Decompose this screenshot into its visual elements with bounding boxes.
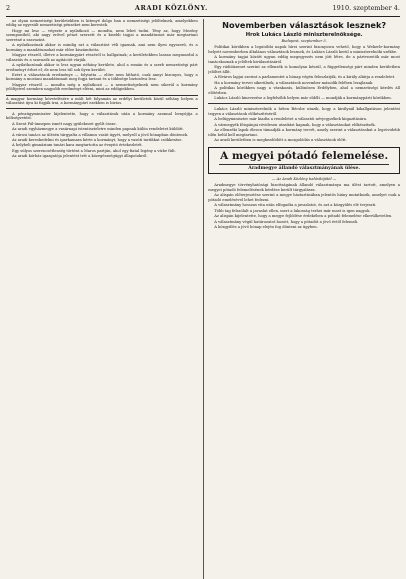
article-paragraph: A nyilatkozónak akkor is lesz ugyan néhány kerülete, ahol a román és a szerb nemzetiségi párt eredményt érhet el; de nem lesz túl sok ilyen kerület.	[6, 63, 198, 72]
article-paragraph: Magyar részről — mondta még a nyilatkozó — a nemzetiségeknek nem sikerül a kormány jelöltjeivel szemben nagyobb eredményt elérni, mint az eddigiekben.	[6, 82, 198, 92]
right-column	[208, 19, 400, 579]
article-paragraph: Az alispán kijelentette, hogy a megye fejlődése érdekében a pótadó felemelése elkerülhetetlen.	[214, 214, 393, 219]
article-paragraph: Ezért a választások eredménye — folytatta — előre nem látható, csak annyi bizonyos, hogy a kormány a mostani mandátumait meg fogja tartani és a többsége biztosítva lesz.	[6, 72, 198, 82]
masthead	[6, 4, 400, 17]
page-number: 2	[6, 4, 11, 12]
article-paragraph: Aradmegye törvényhatósági bizottságának állandó választmánya ma ülést tartott, amelyen a megyei pótadó felemelésének kérdése került tárgyalásra.	[208, 183, 400, 192]
banner-title: A megyei pótadó felemelése.	[220, 149, 389, 162]
article-paragraph: A Szent Pál-ünnepen ismét nagy gyülekezet gyűlt össze.	[12, 121, 117, 126]
article-paragraph: A kormány tagjai között ugyan eddig megegyezés nem jött létre, de a pártvezetők már most tanácskoznak a jelöltek kiválasztásáról.	[208, 55, 400, 64]
article-paragraph: Egy súlyos szerencsétlenség történt a Maros partján, ahol egy fiatal legény a vízbe fúlt.	[12, 148, 176, 153]
article-paragraph: A belügyminiszter már kiadta a rendeletet a választói névjegyzékek kiigazítására.	[214, 117, 368, 122]
article-paragraph: Lukács László kinevezése a legfelsőbb helyen már eldőlt — mondják a kormánypárti körökben.	[214, 95, 392, 100]
article-paragraph: A választmány hosszas vita után elfogadta a javaslatot, és azt a közgyűlés elé terjeszti.	[214, 203, 377, 208]
article-paragraph: Hogy mi lesz — végezte a nyilatkozó — mondta, nem lehet tudni. Tény az, hogy Mezőny szempontból, aki nagy erővel pénzt szerzett és a kisebb tagjai a mandátumot már megtartani szeretné a szavazást.	[6, 28, 198, 42]
subhead-lukacs: Hrok Lukács László miniszterelnöksége.	[245, 32, 363, 38]
article-paragraph: Az aradi egyházmegye a vasárnapi istentiszteletre minden papnak külön rendeletet küldött.	[12, 127, 184, 132]
article-paragraph: A vármegyék főispánjai rövidesen utasítást kapnak, hogy a választásokat előkészítsék.	[214, 122, 376, 127]
byline: — Az Aradi Közlöny tudósítójától —	[271, 177, 337, 182]
separator-note: Lukács László miniszterelnök a héten Bécsbe utazik, hogy a királynál kihallgatáson jelentést tegyen a választások előkészítéséről.	[208, 107, 400, 116]
article-paragraph: Az aradi kerületben is megkezdődött a mozgolódás a választások előtt.	[214, 138, 347, 143]
left-column	[6, 19, 198, 579]
article-paragraph: Magyar részről, illetve a kormánypárt részéről is hallgatnak; a kerületekben lassan megmozdul a választás és a szavazók az agitációt várják.	[6, 53, 198, 62]
article-paragraph: Egy rádióüzenet szerint az ellenzék is komolyan készül, a függetlenségi párt minden kerületben jelöltet állít.	[208, 65, 400, 74]
article-paragraph: Politikai körökben a legutóbbi napok hírei szerint bizonyosra vehető, hogy a Wekerle-kormány helyett novemberben általános választások lesznek, és Lukács László kerül a miniszterelnöki székbe.	[208, 45, 400, 54]
article-paragraph: A politikai körökben nagy a várakozás, különösen Erdélyben, ahol a nemzetiségi kérdés áll előtérben.	[208, 86, 400, 95]
article-paragraph: Az ellenzéki lapok élesen támadják a kormány tervét, amely szerint a választásokat a legrövidebb időn belül kell megtartani.	[208, 128, 400, 137]
article-paragraph: A főváros lapjai szerint a parlamentet a hónap végén feloszlatják, és a király aláírja a rendeletet.	[214, 75, 396, 80]
article-paragraph: A választmány végül határozatot hozott, hogy a pótadót a jövő évtől felemeli.	[214, 219, 359, 224]
article-paragraph: az olyan nemzetiségi kerületekben is kitenyé dolgo ban a nemzetiségi jelölteknek, amelyekben eddig az egyesült nemzetiségi pénzeket nem kerestek.	[6, 19, 198, 28]
article-paragraph: A közgyűlés a jövő hónap elején fog dönteni az ügyben.	[214, 225, 318, 230]
article-paragraph: Több tag felszólalt a javaslat ellen, mert a lakosság terhei már most is igen nagyok.	[214, 208, 371, 213]
section-banner	[208, 147, 400, 174]
column-rule	[203, 19, 204, 579]
article-paragraph: Az aradi kereskedelmi és iparkamara kérte a kormányt, hogy a vasúti tarifákat csökkentse.	[12, 137, 183, 142]
article-paragraph: Az alispán előterjesztése szerint a megye háztartásában jelentős hiány mutatkozik, amelyet csak a pótadó emelésével lehet fedezni.	[208, 193, 400, 202]
article-paragraph: Az aradi kórház igazgatója jelentést tett a közegészségügyi állapotokról.	[12, 154, 148, 159]
article-paragraph: Ha a kormány tervei sikerülnek, a választások november második felében lezajlanak.	[214, 80, 374, 85]
article-paragraph: A nyilatkozónak akkor is mindig azt a választást véli igaznak, ami nem ilyen egyszerű, és a kormány a mandátumokat már előre kiszámította.	[6, 43, 198, 52]
headline-elections: Novemberben választások lesznek?	[222, 20, 387, 30]
article-paragraph: A helybeli gimnázium tanári kara megtartotta az évnyitó értekezletét.	[12, 143, 143, 148]
separator	[208, 103, 400, 104]
article-paragraph: A városi tanács az ülésén tárgyalta a villamos vasút ügyét, melyről a jövő hónapban döntenek.	[12, 132, 189, 137]
dateline: Budapest, szeptember 3.	[281, 39, 327, 43]
banner-subtitle: Aradmegye állandó választmányának ülése.	[248, 165, 361, 171]
article-paragraph: A pénzügyminiszter kijelentette, hogy a választások után a kormány azonnal benyújtja a költségvetést.	[6, 111, 198, 121]
issue-date: 1910. szeptember 4.	[332, 4, 400, 12]
newspaper-title: ARADI KÖZLÖNY.	[134, 4, 208, 12]
boxed-notice: A magyar kormány követelésére a múlt hét folyamán az erdélyi kerületek közül néhány helyen a választást újra ki fogják írni, a kormánypárt ezekben is biztos.	[6, 96, 198, 106]
banner-rule	[219, 164, 389, 165]
